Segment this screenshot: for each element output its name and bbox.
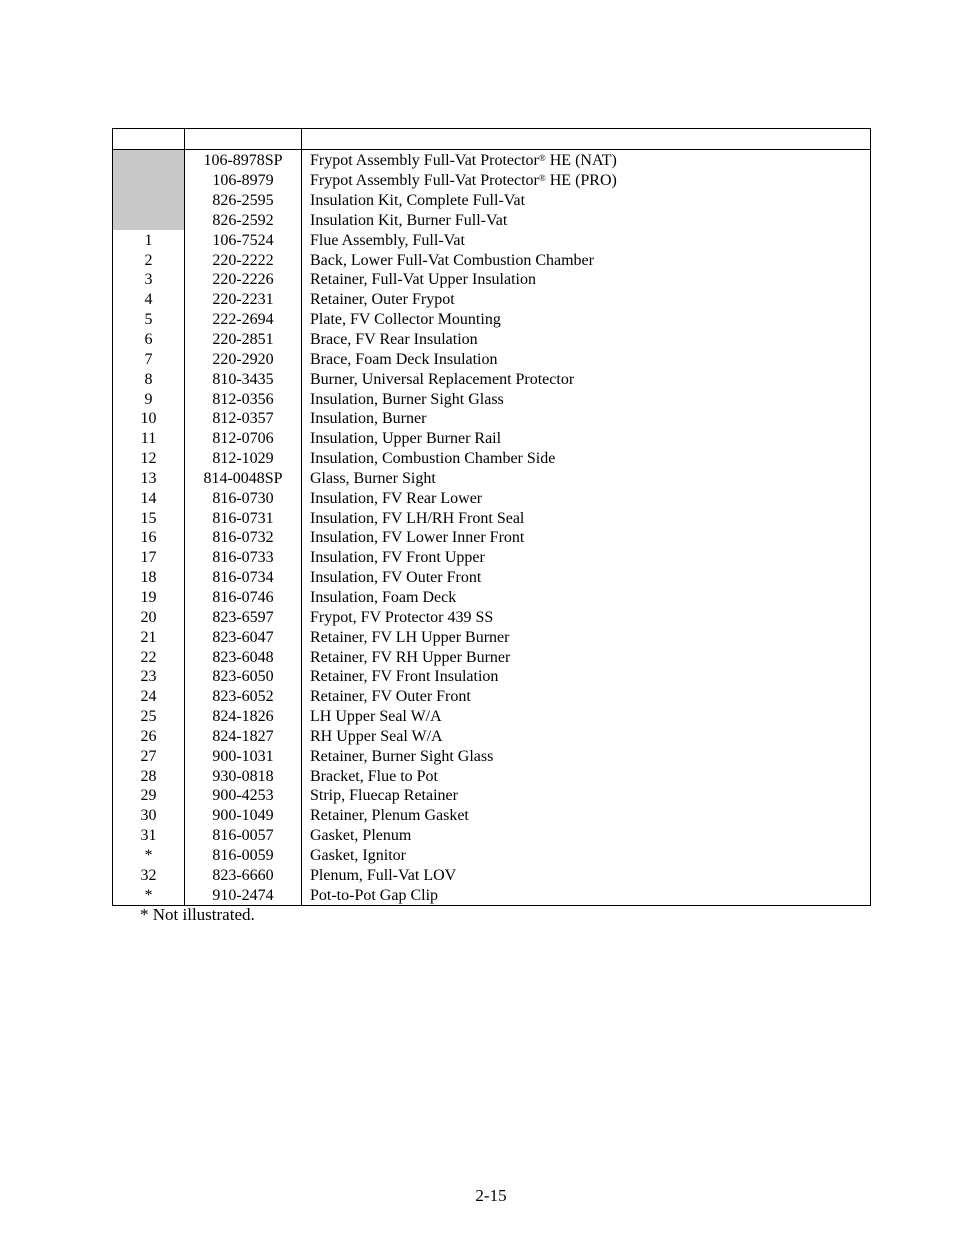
part-number: 816-0746 xyxy=(185,588,302,608)
part-number: 220-2231 xyxy=(185,290,302,310)
description-text: Burner, Universal Replacement Protector xyxy=(310,370,575,388)
table-row xyxy=(113,290,871,310)
description xyxy=(302,250,871,270)
description xyxy=(302,885,871,905)
part-number: 816-0059 xyxy=(185,846,302,866)
description xyxy=(302,667,871,687)
description-text: Brace, Foam Deck Insulation xyxy=(310,350,498,368)
description-text: Strip, Fluecap Retainer xyxy=(310,787,458,805)
table-row xyxy=(113,826,871,846)
item-number: 13 xyxy=(113,469,185,489)
description xyxy=(302,588,871,608)
description-text: Flue Assembly, Full-Vat xyxy=(310,231,465,249)
description xyxy=(302,449,871,469)
description-text: Retainer, FV Outer Front xyxy=(310,688,471,706)
table-row xyxy=(113,488,871,508)
part-number: 816-0057 xyxy=(185,826,302,846)
part-number: 220-2851 xyxy=(185,330,302,350)
item-number: 15 xyxy=(113,508,185,528)
item-number: * xyxy=(113,885,185,905)
part-number: 812-1029 xyxy=(185,449,302,469)
part-number: 816-0730 xyxy=(185,488,302,508)
table-row xyxy=(113,806,871,826)
description xyxy=(302,607,871,627)
description xyxy=(302,786,871,806)
item-number: 10 xyxy=(113,409,185,429)
item-number: 24 xyxy=(113,687,185,707)
description xyxy=(302,191,871,211)
table-row xyxy=(113,369,871,389)
table-row xyxy=(113,211,871,231)
table-row xyxy=(113,330,871,350)
part-number: 814-0048SP xyxy=(185,469,302,489)
item-number: 32 xyxy=(113,865,185,885)
item-number: 25 xyxy=(113,707,185,727)
description-text: Insulation, Foam Deck xyxy=(310,588,457,606)
table-row xyxy=(113,766,871,786)
description-text: Insulation, FV Front Upper xyxy=(310,549,485,567)
description-text: Insulation, Burner Sight Glass xyxy=(310,390,504,408)
description-text: Retainer, Burner Sight Glass xyxy=(310,747,494,765)
description-text: Insulation, Upper Burner Rail xyxy=(310,430,502,448)
description-text: LH Upper Seal W/A xyxy=(310,708,442,726)
table-row xyxy=(113,627,871,647)
header-item xyxy=(113,129,185,150)
part-number: 823-6052 xyxy=(185,687,302,707)
header-part-number xyxy=(185,129,302,150)
table-row xyxy=(113,746,871,766)
description xyxy=(302,211,871,231)
table-row xyxy=(113,449,871,469)
item-number xyxy=(113,191,185,211)
description-text: Insulation Kit, Complete Full-Vat xyxy=(310,192,526,210)
description xyxy=(302,230,871,250)
table-row xyxy=(113,588,871,608)
table-row xyxy=(113,349,871,369)
description xyxy=(302,330,871,350)
item-number: 1 xyxy=(113,230,185,250)
description-text: Frypot Assembly Full-Vat Protector xyxy=(310,172,539,190)
item-number xyxy=(113,211,185,231)
table-row xyxy=(113,707,871,727)
description-text: Pot-to-Pot Gap Clip xyxy=(310,886,439,904)
description xyxy=(302,548,871,568)
description xyxy=(302,627,871,647)
description xyxy=(302,746,871,766)
part-number: 816-0732 xyxy=(185,528,302,548)
item-number xyxy=(113,150,185,171)
part-number: 900-1049 xyxy=(185,806,302,826)
description xyxy=(302,488,871,508)
table-row xyxy=(113,846,871,866)
table-row xyxy=(113,150,871,171)
description-text: Insulation, FV LH/RH Front Seal xyxy=(310,509,525,527)
description xyxy=(302,290,871,310)
description xyxy=(302,826,871,846)
item-number: 4 xyxy=(113,290,185,310)
table-body xyxy=(113,150,871,906)
item-number: 2 xyxy=(113,250,185,270)
item-number: 17 xyxy=(113,548,185,568)
item-number: 3 xyxy=(113,270,185,290)
item-number: 18 xyxy=(113,568,185,588)
item-number: 9 xyxy=(113,389,185,409)
table-row xyxy=(113,726,871,746)
part-number: 816-0733 xyxy=(185,548,302,568)
registered-mark: ® xyxy=(538,173,546,184)
description-text: Insulation, Burner xyxy=(310,410,427,428)
description xyxy=(302,528,871,548)
part-number: 220-2226 xyxy=(185,270,302,290)
description-suffix: HE (NAT) xyxy=(545,152,617,170)
part-number: 900-1031 xyxy=(185,746,302,766)
item-number: 22 xyxy=(113,647,185,667)
part-number: 812-0706 xyxy=(185,429,302,449)
table-row xyxy=(113,171,871,191)
description xyxy=(302,726,871,746)
part-number: 826-2592 xyxy=(185,211,302,231)
item-number: 21 xyxy=(113,627,185,647)
table-row xyxy=(113,528,871,548)
table-row xyxy=(113,548,871,568)
table-row xyxy=(113,230,871,250)
item-number: 5 xyxy=(113,310,185,330)
description-text: Retainer, Outer Frypot xyxy=(310,291,455,309)
parts-table xyxy=(112,128,871,906)
part-number: 812-0357 xyxy=(185,409,302,429)
description xyxy=(302,310,871,330)
item-number: 30 xyxy=(113,806,185,826)
table-row xyxy=(113,310,871,330)
item-number: 16 xyxy=(113,528,185,548)
description xyxy=(302,150,871,171)
item-number: 31 xyxy=(113,826,185,846)
item-number: 26 xyxy=(113,726,185,746)
part-number: 826-2595 xyxy=(185,191,302,211)
description xyxy=(302,349,871,369)
table-row xyxy=(113,687,871,707)
item-number: 12 xyxy=(113,449,185,469)
table-header-row xyxy=(113,129,871,150)
table-row xyxy=(113,409,871,429)
description-text: Insulation Kit, Burner Full-Vat xyxy=(310,211,508,229)
description xyxy=(302,508,871,528)
part-number: 900-4253 xyxy=(185,786,302,806)
description xyxy=(302,647,871,667)
description-text: Frypot, FV Protector 439 SS xyxy=(310,608,494,626)
description-text: Insulation, Combustion Chamber Side xyxy=(310,450,556,468)
table-row xyxy=(113,667,871,687)
description-text: Retainer, FV LH Upper Burner xyxy=(310,628,510,646)
item-number: 29 xyxy=(113,786,185,806)
description xyxy=(302,865,871,885)
description xyxy=(302,270,871,290)
description xyxy=(302,389,871,409)
table-row xyxy=(113,607,871,627)
description-text: Retainer, Full-Vat Upper Insulation xyxy=(310,271,536,289)
part-number: 220-2920 xyxy=(185,349,302,369)
item-number: 14 xyxy=(113,488,185,508)
item-number: 11 xyxy=(113,429,185,449)
description-text: Plate, FV Collector Mounting xyxy=(310,311,501,329)
part-number: 220-2222 xyxy=(185,250,302,270)
table-header xyxy=(113,129,871,150)
part-number: 823-6048 xyxy=(185,647,302,667)
description xyxy=(302,568,871,588)
item-number: 6 xyxy=(113,330,185,350)
description-text: Insulation, FV Lower Inner Front xyxy=(310,529,525,547)
description xyxy=(302,846,871,866)
item-number: * xyxy=(113,846,185,866)
table-row xyxy=(113,885,871,905)
item-number: 7 xyxy=(113,349,185,369)
description-text: Retainer, FV Front Insulation xyxy=(310,668,499,686)
table-row xyxy=(113,786,871,806)
description-text: Plenum, Full-Vat LOV xyxy=(310,866,457,884)
header-description xyxy=(302,129,871,150)
description-text: Brace, FV Rear Insulation xyxy=(310,331,478,349)
description-text: Frypot Assembly Full-Vat Protector xyxy=(310,152,539,170)
description-text: RH Upper Seal W/A xyxy=(310,727,443,745)
item-number: 23 xyxy=(113,667,185,687)
page-number: 2-15 xyxy=(475,1186,507,1205)
part-number: 106-7524 xyxy=(185,230,302,250)
part-number: 824-1826 xyxy=(185,707,302,727)
table-row xyxy=(113,389,871,409)
table-row xyxy=(113,250,871,270)
part-number: 824-1827 xyxy=(185,726,302,746)
description-text: Insulation, FV Outer Front xyxy=(310,569,482,587)
description xyxy=(302,171,871,191)
description xyxy=(302,687,871,707)
part-number: 823-6660 xyxy=(185,865,302,885)
table-row xyxy=(113,191,871,211)
description xyxy=(302,707,871,727)
table-row xyxy=(113,429,871,449)
description-text: Glass, Burner Sight xyxy=(310,469,436,487)
description-text: Retainer, FV RH Upper Burner xyxy=(310,648,511,666)
description-text: Gasket, Ignitor xyxy=(310,846,406,864)
description-suffix: HE (PRO) xyxy=(545,172,617,190)
description xyxy=(302,369,871,389)
description-text: Back, Lower Full-Vat Combustion Chamber xyxy=(310,251,594,269)
item-number: 27 xyxy=(113,746,185,766)
table-row xyxy=(113,508,871,528)
description xyxy=(302,469,871,489)
part-number: 930-0818 xyxy=(185,766,302,786)
registered-mark: ® xyxy=(538,153,546,164)
item-number: 20 xyxy=(113,607,185,627)
part-number: 810-3435 xyxy=(185,369,302,389)
part-number: 823-6597 xyxy=(185,607,302,627)
part-number: 812-0356 xyxy=(185,389,302,409)
part-number: 816-0734 xyxy=(185,568,302,588)
footnote: * Not illustrated. xyxy=(140,905,255,924)
description-text: Gasket, Plenum xyxy=(310,827,412,845)
part-number: 823-6050 xyxy=(185,667,302,687)
item-number: 28 xyxy=(113,766,185,786)
item-number: 19 xyxy=(113,588,185,608)
part-number: 816-0731 xyxy=(185,508,302,528)
description xyxy=(302,766,871,786)
part-number: 106-8978SP xyxy=(185,150,302,171)
description xyxy=(302,806,871,826)
item-number xyxy=(113,171,185,191)
table-row xyxy=(113,865,871,885)
table-row xyxy=(113,469,871,489)
description xyxy=(302,429,871,449)
description-text: Retainer, Plenum Gasket xyxy=(310,807,469,825)
part-number: 823-6047 xyxy=(185,627,302,647)
description-text: Bracket, Flue to Pot xyxy=(310,767,438,785)
part-number: 106-8979 xyxy=(185,171,302,191)
table-row xyxy=(113,647,871,667)
description xyxy=(302,409,871,429)
table-row xyxy=(113,270,871,290)
item-number: 8 xyxy=(113,369,185,389)
description-text: Insulation, FV Rear Lower xyxy=(310,489,483,507)
part-number: 222-2694 xyxy=(185,310,302,330)
table-row xyxy=(113,568,871,588)
part-number: 910-2474 xyxy=(185,885,302,905)
